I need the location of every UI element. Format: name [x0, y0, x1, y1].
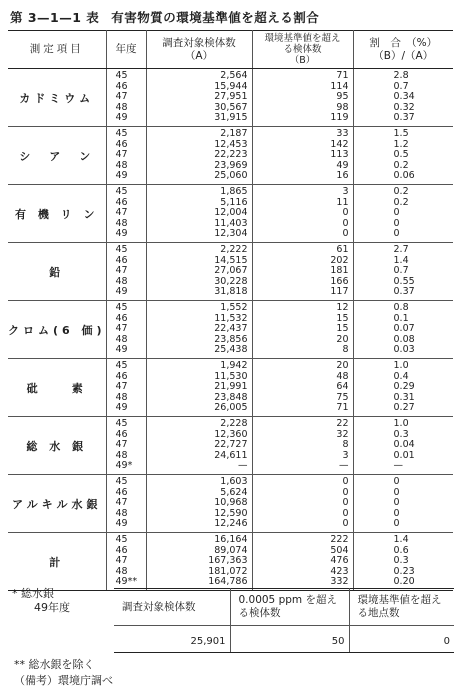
- exceed-value: 0: [342, 228, 349, 240]
- item-cell: [8, 417, 106, 475]
- item-cell: [8, 185, 106, 243]
- ratio-value: 0.2: [393, 196, 409, 208]
- samples-value: 5,624: [220, 486, 248, 498]
- ratio-value: 0.6: [393, 544, 409, 556]
- ratio-cell: [353, 69, 453, 127]
- year-value: 48: [115, 565, 128, 577]
- exceed-value: 22: [336, 418, 349, 429]
- exceed-cell: [252, 127, 353, 185]
- ratio-value: 0.7: [393, 80, 409, 92]
- samples-value: 31,915: [214, 112, 248, 124]
- samples-value: 21,991: [214, 381, 248, 393]
- item-cell: [8, 243, 106, 301]
- ratio-value: —: [393, 460, 403, 472]
- ratio-value: 1.0: [393, 360, 409, 371]
- samples-cell: [146, 69, 252, 127]
- year-cell: [106, 359, 146, 417]
- ratio-value: 0.29: [393, 381, 415, 393]
- samples-value: 1,865: [220, 186, 248, 197]
- samples-value: 181,072: [208, 565, 248, 577]
- item-name: 有 機 リ ン: [15, 207, 99, 221]
- table-row: [8, 533, 453, 591]
- ratio-value: 0.03: [393, 344, 415, 356]
- exceed-value: 117: [330, 286, 349, 298]
- year-value: 49: [115, 228, 128, 240]
- item-name: 砒 素: [26, 381, 87, 395]
- samples-value: 23,969: [214, 159, 248, 171]
- exceed-value: 12: [336, 302, 349, 313]
- samples-value: 2,228: [220, 418, 248, 429]
- exceed-value: 71: [336, 402, 349, 414]
- samples-value: 25,060: [214, 170, 248, 182]
- year-value: 49**: [115, 576, 138, 588]
- table-row: [8, 185, 453, 243]
- note-header-points: 環境基準値を超える地点数: [349, 589, 454, 626]
- table-number: 第 3—1—1 表: [10, 10, 100, 25]
- samples-cell: [146, 185, 252, 243]
- exceed-value: 166: [330, 275, 349, 287]
- ratio-value: 0.04: [393, 439, 415, 451]
- ratio-value: 0.07: [393, 323, 415, 335]
- year-value: 47: [115, 555, 128, 567]
- note-header-exceed: 0.0005 ppm を超える検体数: [230, 589, 349, 626]
- samples-value: 2,187: [220, 128, 248, 139]
- table-row: [8, 475, 453, 533]
- ratio-value: 2.8: [393, 70, 409, 81]
- samples-value: 30,228: [214, 275, 248, 287]
- main-table: [8, 30, 453, 591]
- ratio-cell: [353, 417, 453, 475]
- year-cell: [106, 301, 146, 359]
- year-value: 47: [115, 149, 128, 161]
- exceed-value: 476: [330, 555, 349, 567]
- exceed-value: 114: [330, 80, 349, 92]
- year-value: 45: [115, 128, 128, 139]
- ratio-value: 0: [393, 207, 400, 219]
- samples-value: 5,116: [220, 196, 248, 208]
- year-cell: [106, 69, 146, 127]
- year-value: 47: [115, 265, 128, 277]
- exceed-value: 20: [336, 360, 349, 371]
- samples-value: 23,848: [214, 391, 248, 403]
- ratio-value: 0.01: [393, 449, 415, 461]
- exceed-value: 11: [336, 196, 349, 208]
- exceed-cell: [252, 69, 353, 127]
- samples-value: 14,515: [214, 254, 248, 266]
- year-value: 48: [115, 217, 128, 229]
- ratio-value: 0.06: [393, 170, 415, 182]
- exceed-value: 48: [336, 370, 349, 382]
- ratio-value: 0.2: [393, 159, 409, 171]
- samples-value: 27,067: [214, 265, 248, 277]
- year-value: 45: [115, 360, 128, 371]
- year-value: 46: [115, 138, 128, 150]
- exceed-value: 20: [336, 333, 349, 345]
- samples-value: —: [238, 460, 248, 472]
- year-value: 46: [115, 196, 128, 208]
- header-ratio: 割 合 （%） （B）/（A）: [353, 31, 453, 69]
- year-value: 45: [115, 476, 128, 487]
- ratio-value: 1.0: [393, 418, 409, 429]
- year-value: 48: [115, 333, 128, 345]
- exceed-value: 8: [342, 439, 349, 451]
- ratio-value: 0.31: [393, 391, 415, 403]
- year-value: 48: [115, 391, 128, 403]
- exceed-value: 222: [330, 534, 349, 545]
- year-value: 45: [115, 186, 128, 197]
- year-value: 49: [115, 286, 128, 298]
- ratio-cell: [353, 127, 453, 185]
- samples-value: 167,363: [208, 555, 248, 567]
- samples-value: 12,004: [214, 207, 248, 219]
- ratio-value: 0: [393, 486, 400, 498]
- note-value-exceed: 50: [230, 626, 349, 653]
- samples-cell: [146, 533, 252, 591]
- year-value: 45: [115, 534, 128, 545]
- ratio-value: 0.32: [393, 101, 415, 113]
- ratio-value: 0.8: [393, 302, 409, 313]
- samples-value: 23,856: [214, 333, 248, 345]
- exceed-value: 0: [342, 207, 349, 219]
- exceed-value: 33: [336, 128, 349, 139]
- exceed-value: 113: [330, 149, 349, 161]
- samples-cell: [146, 417, 252, 475]
- year-value: 46: [115, 370, 128, 382]
- header-samples: 調査対象検体数 （A）: [146, 31, 252, 69]
- exceed-cell: [252, 475, 353, 533]
- ratio-value: 0.3: [393, 428, 409, 440]
- year-cell: [106, 417, 146, 475]
- year-value: 49: [115, 170, 128, 182]
- year-cell: [106, 533, 146, 591]
- exceed-cell: [252, 185, 353, 243]
- exceed-value: 0: [342, 476, 349, 487]
- year-value: 47: [115, 497, 128, 509]
- ratio-value: 1.2: [393, 138, 409, 150]
- exceed-cell: [252, 533, 353, 591]
- samples-value: 12,360: [214, 428, 248, 440]
- ratio-value: 0: [393, 507, 400, 519]
- year-value: 46: [115, 254, 128, 266]
- year-value: 49: [115, 518, 128, 530]
- item-name: カドミウム: [19, 91, 95, 105]
- exceed-value: 95: [336, 91, 349, 103]
- ratio-value: 0.08: [393, 333, 415, 345]
- ratio-cell: [353, 301, 453, 359]
- samples-value: 164,786: [208, 576, 248, 588]
- samples-value: 1,603: [220, 476, 248, 487]
- ratio-cell: [353, 243, 453, 301]
- exceed-value: 0: [342, 507, 349, 519]
- exceed-cell: [252, 301, 353, 359]
- samples-cell: [146, 243, 252, 301]
- year-value: 45: [115, 244, 128, 255]
- samples-value: 24,611: [214, 449, 248, 461]
- item-cell: [8, 359, 106, 417]
- item-cell: [8, 127, 106, 185]
- samples-cell: [146, 301, 252, 359]
- samples-value: 11,532: [214, 312, 248, 324]
- exceed-value: 504: [330, 544, 349, 556]
- note-label: * 総水銀 49年度: [12, 587, 70, 614]
- year-cell: [106, 185, 146, 243]
- table-row: [8, 417, 453, 475]
- samples-value: 12,304: [214, 228, 248, 240]
- year-value: 48: [115, 101, 128, 113]
- exceed-value: 423: [330, 565, 349, 577]
- item-name: 計: [49, 555, 65, 569]
- ratio-value: 0.5: [393, 149, 409, 161]
- header-year: 年度: [106, 31, 146, 69]
- ratio-value: 0: [393, 217, 400, 229]
- exceed-value: 0: [342, 217, 349, 229]
- exceed-value: 181: [330, 265, 349, 277]
- note-value-samples: 25,901: [114, 626, 230, 653]
- table-row: [8, 127, 453, 185]
- year-value: 45: [115, 418, 128, 429]
- ratio-value: 0: [393, 476, 400, 487]
- exceed-cell: [252, 417, 353, 475]
- exceed-value: 61: [336, 244, 349, 255]
- item-cell: [8, 475, 106, 533]
- samples-value: 12,453: [214, 138, 248, 150]
- exceed-value: 119: [330, 112, 349, 124]
- exceed-value: 0: [342, 486, 349, 498]
- samples-cell: [146, 127, 252, 185]
- samples-value: 22,437: [214, 323, 248, 335]
- exceed-cell: [252, 243, 353, 301]
- year-value: 49: [115, 344, 128, 356]
- item-cell: [8, 69, 106, 127]
- item-name: シ ア ン: [19, 149, 95, 163]
- footnote-double-star: ** 総水銀を除く: [14, 658, 95, 671]
- samples-value: 2,222: [220, 244, 248, 255]
- exceed-value: 15: [336, 323, 349, 335]
- footnote-source: （備考）環境庁調べ: [14, 674, 113, 687]
- year-value: 49: [115, 112, 128, 124]
- item-name: 鉛: [49, 265, 65, 279]
- exceed-value: 142: [330, 138, 349, 150]
- ratio-value: 0.1: [393, 312, 409, 324]
- exceed-value: 0: [342, 497, 349, 509]
- samples-value: 1,552: [220, 302, 248, 313]
- exceed-value: 75: [336, 391, 349, 403]
- exceed-value: 332: [330, 576, 349, 588]
- item-cell: [8, 301, 106, 359]
- samples-value: 89,074: [214, 544, 248, 556]
- samples-value: 12,246: [214, 518, 248, 530]
- year-value: 47: [115, 91, 128, 103]
- ratio-cell: [353, 533, 453, 591]
- year-cell: [106, 127, 146, 185]
- exceed-value: 49: [336, 159, 349, 171]
- year-value: 47: [115, 381, 128, 393]
- ratio-cell: [353, 359, 453, 417]
- ratio-value: 0.7: [393, 265, 409, 277]
- ratio-value: 0.37: [393, 286, 415, 298]
- samples-value: 12,590: [214, 507, 248, 519]
- table-row: [8, 69, 453, 127]
- ratio-value: 0.4: [393, 370, 409, 382]
- ratio-value: 0.27: [393, 402, 415, 414]
- year-value: 47: [115, 323, 128, 335]
- year-cell: [106, 475, 146, 533]
- ratio-value: 0.37: [393, 112, 415, 124]
- table-row: [8, 243, 453, 301]
- ratio-value: 1.5: [393, 128, 409, 139]
- samples-value: 11,403: [214, 217, 248, 229]
- samples-value: 1,942: [220, 360, 248, 371]
- exceed-value: 71: [336, 70, 349, 81]
- exceed-cell: [252, 359, 353, 417]
- note-year: 49年度: [34, 601, 70, 614]
- year-value: 47: [115, 207, 128, 219]
- ratio-cell: [353, 185, 453, 243]
- ratio-value: 0.23: [393, 565, 415, 577]
- ratio-value: 0.55: [393, 275, 415, 287]
- ratio-value: 2.7: [393, 244, 409, 255]
- item-name: 総 水 銀: [26, 439, 88, 453]
- ratio-value: 0: [393, 228, 400, 240]
- year-value: 48: [115, 275, 128, 287]
- header-row: [8, 31, 453, 69]
- samples-value: 31,818: [214, 286, 248, 298]
- note-header-samples: 調査対象検体数: [114, 589, 230, 626]
- year-value: 46: [115, 312, 128, 324]
- year-value: 47: [115, 439, 128, 451]
- samples-value: 16,164: [214, 534, 248, 545]
- ratio-value: 0.34: [393, 91, 415, 103]
- mercury-note-table: [114, 588, 454, 653]
- year-value: 46: [115, 80, 128, 92]
- year-value: 45: [115, 70, 128, 81]
- exceed-value: 0: [342, 518, 349, 530]
- ratio-value: 1.4: [393, 254, 409, 266]
- year-value: 49*: [115, 460, 133, 472]
- samples-cell: [146, 359, 252, 417]
- exceed-value: 202: [330, 254, 349, 266]
- samples-value: 2,564: [220, 70, 248, 81]
- exceed-value: 32: [336, 428, 349, 440]
- exceed-value: 8: [342, 344, 349, 356]
- item-name: クロム(6 価): [7, 323, 106, 337]
- ratio-value: 0.20: [393, 576, 415, 588]
- exceed-value: 64: [336, 381, 349, 393]
- samples-value: 10,968: [214, 497, 248, 509]
- exceed-value: 16: [336, 170, 349, 182]
- year-value: 46: [115, 544, 128, 556]
- item-cell: [8, 533, 106, 591]
- note-value-points: 0: [349, 626, 454, 653]
- exceed-value: 3: [342, 449, 349, 461]
- exceed-value: 3: [342, 186, 349, 197]
- samples-cell: [146, 475, 252, 533]
- table-row: [8, 359, 453, 417]
- year-value: 45: [115, 302, 128, 313]
- samples-value: 27,951: [214, 91, 248, 103]
- item-name: アルキル水銀: [12, 497, 102, 511]
- year-value: 46: [115, 428, 128, 440]
- samples-value: 11,530: [214, 370, 248, 382]
- year-value: 48: [115, 449, 128, 461]
- samples-value: 25,438: [214, 344, 248, 356]
- samples-value: 22,223: [214, 149, 248, 161]
- year-value: 48: [115, 507, 128, 519]
- ratio-value: 1.4: [393, 534, 409, 545]
- year-cell: [106, 243, 146, 301]
- exceed-value: 98: [336, 101, 349, 113]
- table-title: [10, 8, 319, 26]
- year-value: 48: [115, 159, 128, 171]
- samples-value: 22,727: [214, 439, 248, 451]
- year-value: 49: [115, 402, 128, 414]
- exceed-value: —: [339, 460, 349, 472]
- year-value: 46: [115, 486, 128, 498]
- header-item: 測定項目: [8, 31, 106, 69]
- samples-value: 30,567: [214, 101, 248, 113]
- samples-value: 26,005: [214, 402, 248, 414]
- ratio-value: 0: [393, 518, 400, 530]
- ratio-value: 0.3: [393, 555, 409, 567]
- table-row: [8, 301, 453, 359]
- table-caption: 有害物質の環境基準値を超える割合: [111, 10, 320, 25]
- ratio-value: 0.2: [393, 186, 409, 197]
- ratio-cell: [353, 475, 453, 533]
- exceed-value: 15: [336, 312, 349, 324]
- header-exceed: 環境基準値を超え る検体数 （B）: [252, 31, 353, 69]
- ratio-value: 0: [393, 497, 400, 509]
- samples-value: 15,944: [214, 80, 248, 92]
